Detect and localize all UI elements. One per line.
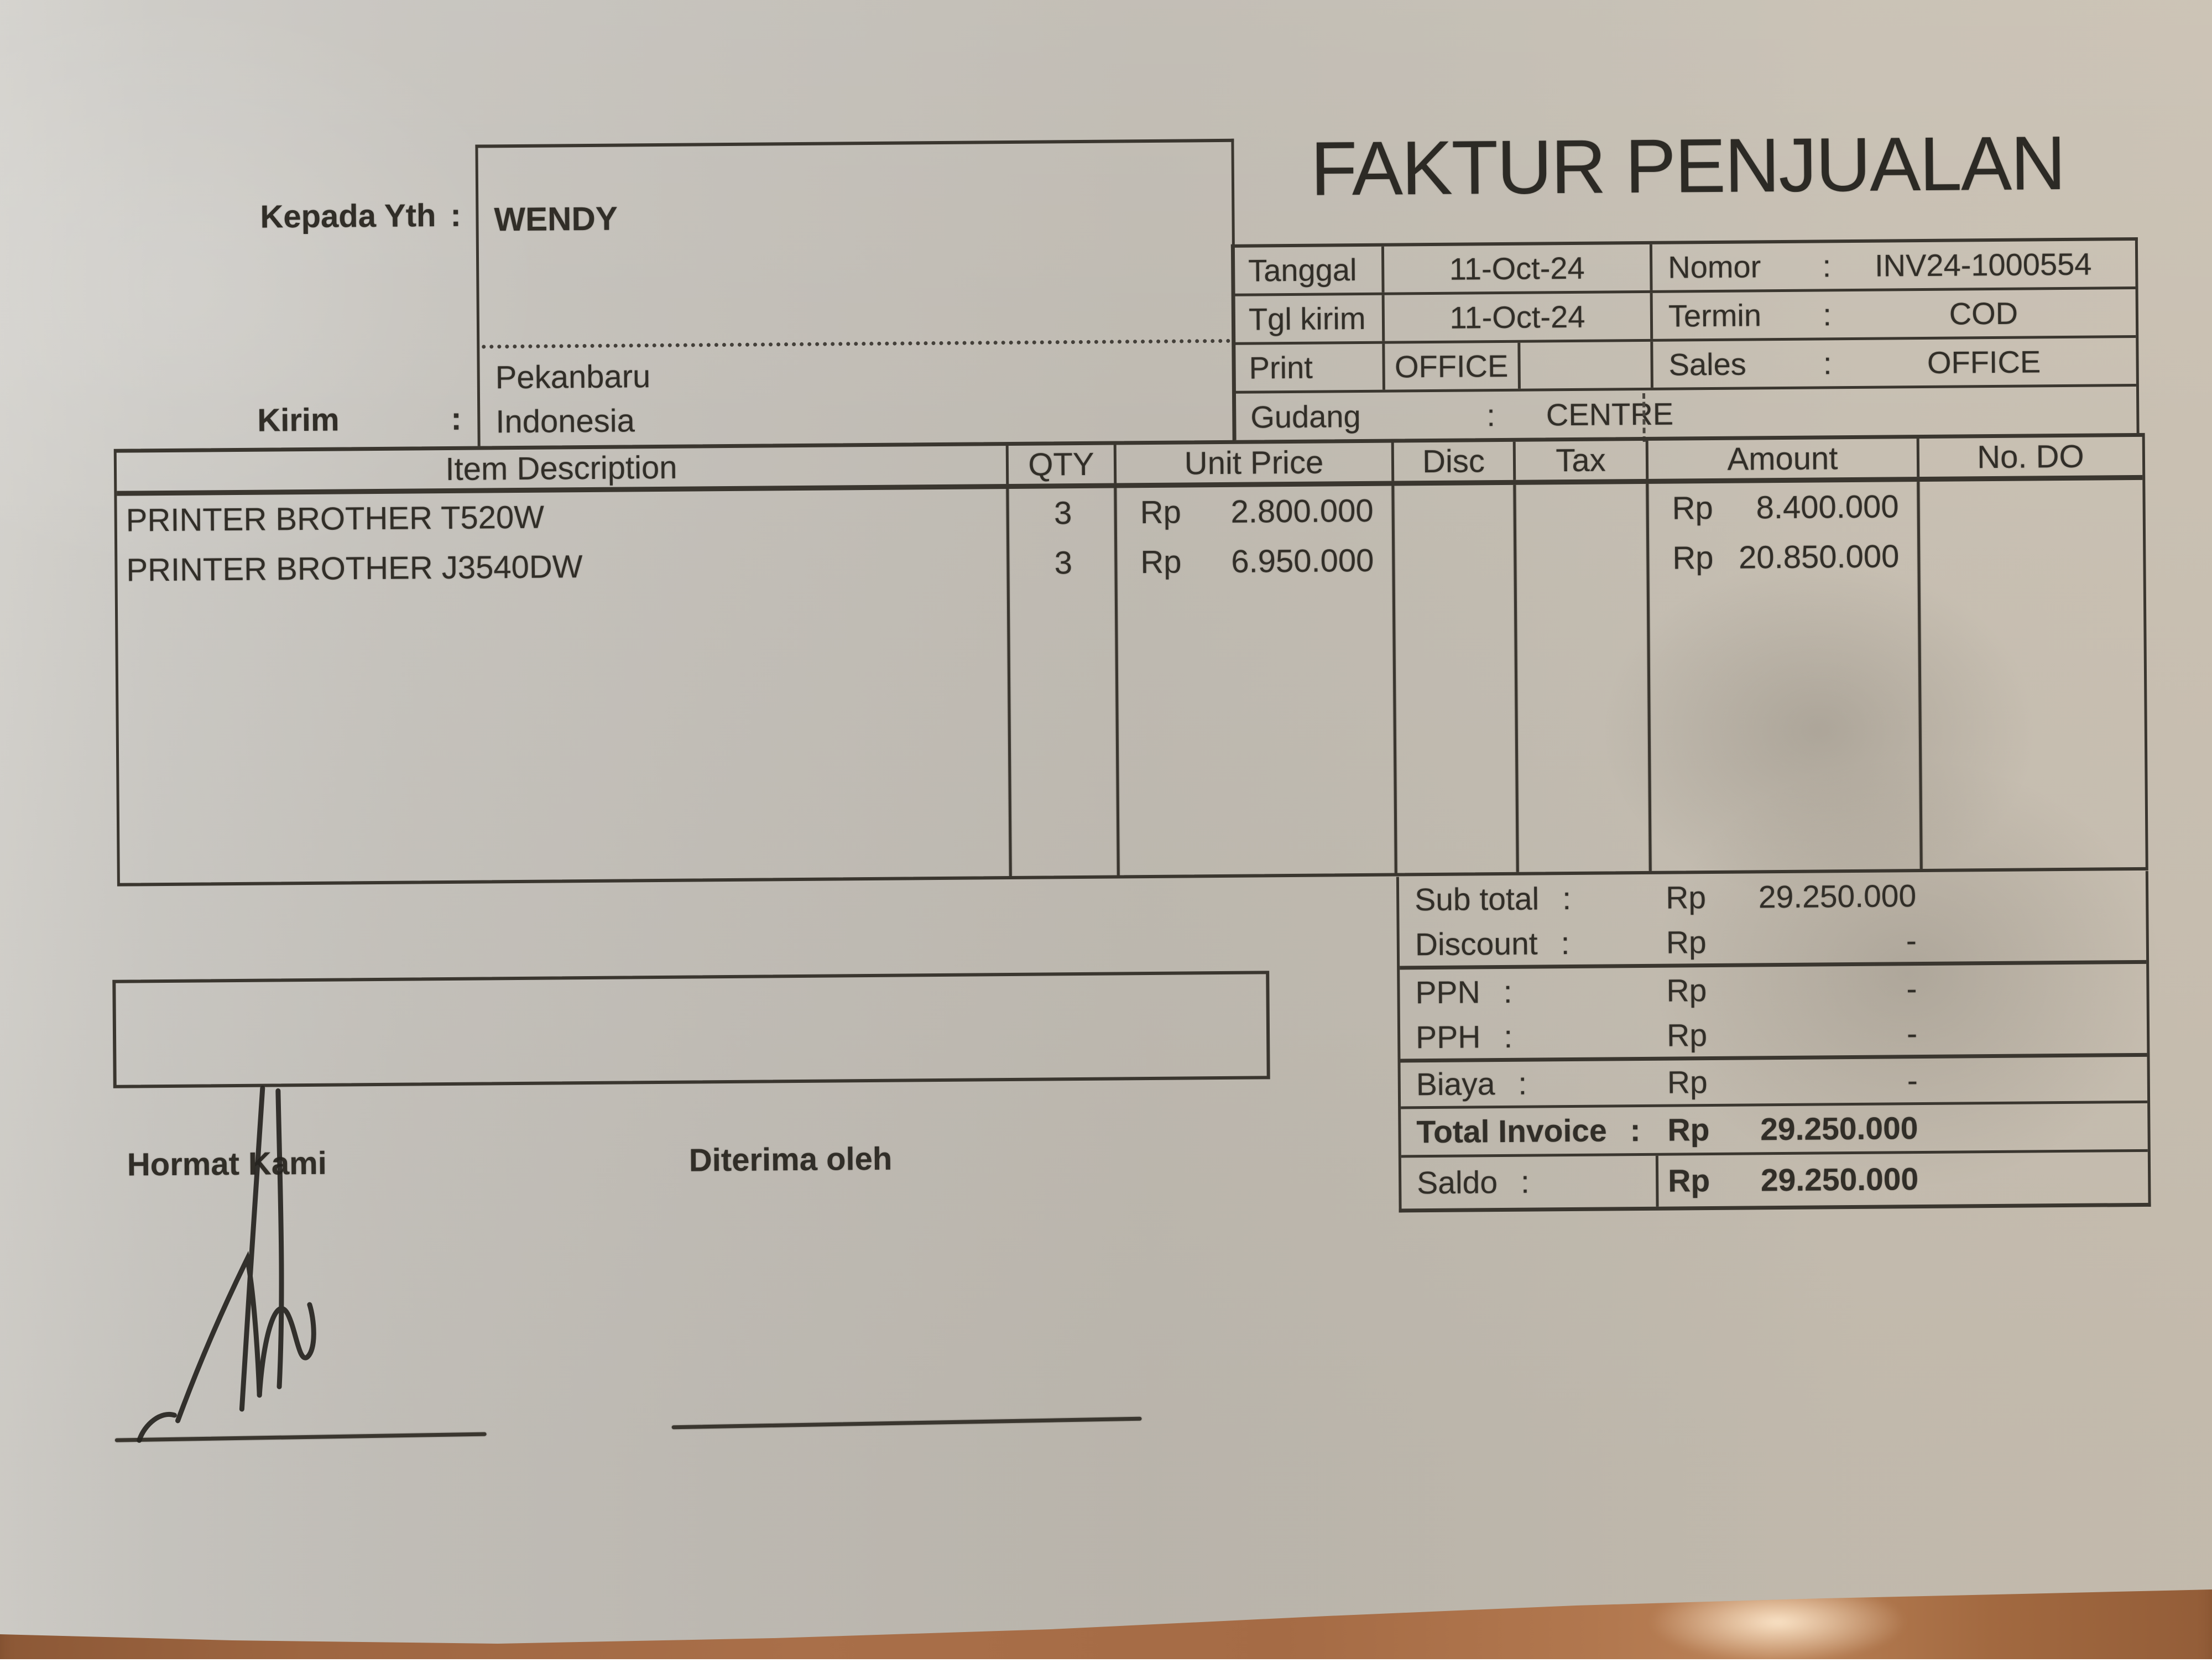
item-row-1 <box>117 485 2142 541</box>
header-amount: Amount <box>1648 439 1920 479</box>
header-tax: Tax <box>1516 441 1649 480</box>
print-label: Print <box>1249 350 1313 385</box>
header-unit-price: Unit Price <box>1117 443 1395 483</box>
ship-label: Kirim <box>257 402 340 439</box>
handwritten-signature <box>80 1054 393 1460</box>
item-1-unit-price: 2.800.000 <box>1230 492 1374 530</box>
item-2-unit-price-currency: Rp <box>1140 544 1182 581</box>
biaya-currency: Rp <box>1667 1064 1708 1101</box>
total-row-pph: PPH : Rp - <box>1400 1010 2147 1063</box>
recipient-label <box>260 197 461 236</box>
saldo-divider-line <box>1656 1156 1659 1207</box>
item-2-description: PRINTER BROTHER J3540DW <box>126 549 583 588</box>
gudang-value: CENTRE <box>1546 396 1674 432</box>
saldo-value: 29.250.000 <box>1760 1161 1919 1198</box>
header-disc: Disc <box>1394 442 1516 481</box>
total-row-saldo: Saldo : Rp 29.250.000 <box>1401 1152 2148 1209</box>
diterima-oleh-label: Diterima oleh <box>688 1140 893 1179</box>
item-2-no-do <box>1920 535 2143 576</box>
subtotal-value: 29.250.000 <box>1758 878 1917 915</box>
subtotal-currency: Rp <box>1665 880 1707 916</box>
signature-line-right <box>672 1417 1142 1430</box>
invoice-title: FAKTUR PENJUALAN <box>1310 120 2065 212</box>
pph-currency: Rp <box>1666 1017 1708 1054</box>
gudang-dashed-divider <box>1642 393 1646 442</box>
hormat-kami-label: Hormat Kami <box>127 1145 327 1183</box>
item-2-amount: 20.850.000 <box>1738 538 1900 576</box>
header-no-do: No. DO <box>1976 438 2084 476</box>
print-empty-cell <box>1520 342 1653 389</box>
item-2-disc <box>1395 540 1517 581</box>
item-1-unit-price-currency: Rp <box>1140 494 1182 531</box>
tglkirim-label: Tgl kirim <box>1248 300 1366 337</box>
customer-name: WENDY <box>494 200 618 238</box>
recipient-label-colon: : <box>450 197 462 233</box>
ppn-value: - <box>1906 971 1917 1007</box>
gudang-label: Gudang <box>1250 398 1361 435</box>
recipient-label-text: Kepada Yth <box>260 197 436 235</box>
total-row-discount: Discount : Rp - <box>1400 918 2147 970</box>
sales-label: Sales : <box>1668 346 1832 382</box>
customer-city: Pekanbaru <box>495 358 651 396</box>
item-1-disc <box>1394 490 1516 531</box>
item-1-tax <box>1516 489 1649 530</box>
total-row-subtotal: Sub total : Rp 29.250.000 <box>1414 878 1917 918</box>
discount-currency: Rp <box>1666 924 1707 961</box>
total-row-biaya: Biaya : Rp - <box>1401 1057 2148 1109</box>
invoice-meta-table <box>1231 237 2140 444</box>
tanggal-label: Tanggal <box>1248 252 1357 288</box>
total-row-ppn: PPN : Rp - <box>1415 971 1917 1011</box>
header-item-description: Item Description <box>117 446 1009 491</box>
meta-row-tglkirim <box>1234 289 2136 345</box>
print-value: OFFICE <box>1394 348 1509 384</box>
total-row-total-invoice: Total Invoice : Rp 29.250.000 <box>1401 1103 2148 1158</box>
customer-box-dotted-divider <box>482 339 1230 349</box>
termin-label: Termin : <box>1668 297 1832 333</box>
sales-value: OFFICE <box>1927 344 2041 380</box>
meta-row-print <box>1234 338 2136 394</box>
item-1-description: PRINTER BROTHER T520W <box>126 499 545 539</box>
item-2-qty: 3 <box>1054 545 1073 581</box>
discount-value: - <box>1906 922 1917 958</box>
item-1-amount: 8.400.000 <box>1756 488 1899 526</box>
customer-country: Indonesia <box>495 403 635 440</box>
header-qty: QTY <box>1009 445 1117 484</box>
items-table <box>114 433 2148 887</box>
saldo-currency: Rp <box>1667 1163 1710 1199</box>
totals-box <box>1396 871 2151 1213</box>
gudang-colon: : <box>1486 398 1496 433</box>
item-2-amount-currency: Rp <box>1672 539 1714 576</box>
total-invoice-value: 29.250.000 <box>1760 1110 1918 1147</box>
item-1-no-do <box>1919 485 2142 527</box>
ppn-currency: Rp <box>1666 973 1707 1009</box>
nomor-label: Nomor : <box>1667 248 1832 285</box>
biaya-value: - <box>1907 1062 1918 1098</box>
tanggal-value: 11-Oct-24 <box>1449 250 1585 286</box>
tglkirim-value: 11-Oct-24 <box>1449 299 1585 335</box>
pph-value: - <box>1906 1015 1918 1051</box>
termin-value: COD <box>1949 295 2018 331</box>
item-2-tax <box>1516 539 1650 580</box>
total-invoice-currency: Rp <box>1667 1112 1710 1148</box>
item-row-2 <box>117 535 2143 591</box>
meta-row-tanggal <box>1234 241 2136 296</box>
item-1-qty: 3 <box>1053 495 1072 531</box>
item-2-unit-price: 6.950.000 <box>1231 542 1374 580</box>
ship-label-colon: : <box>451 400 462 437</box>
nomor-value: INV24-1000554 <box>1874 246 2092 283</box>
item-1-amount-currency: Rp <box>1672 489 1714 527</box>
customer-box <box>475 139 1236 446</box>
items-body <box>117 480 2145 883</box>
